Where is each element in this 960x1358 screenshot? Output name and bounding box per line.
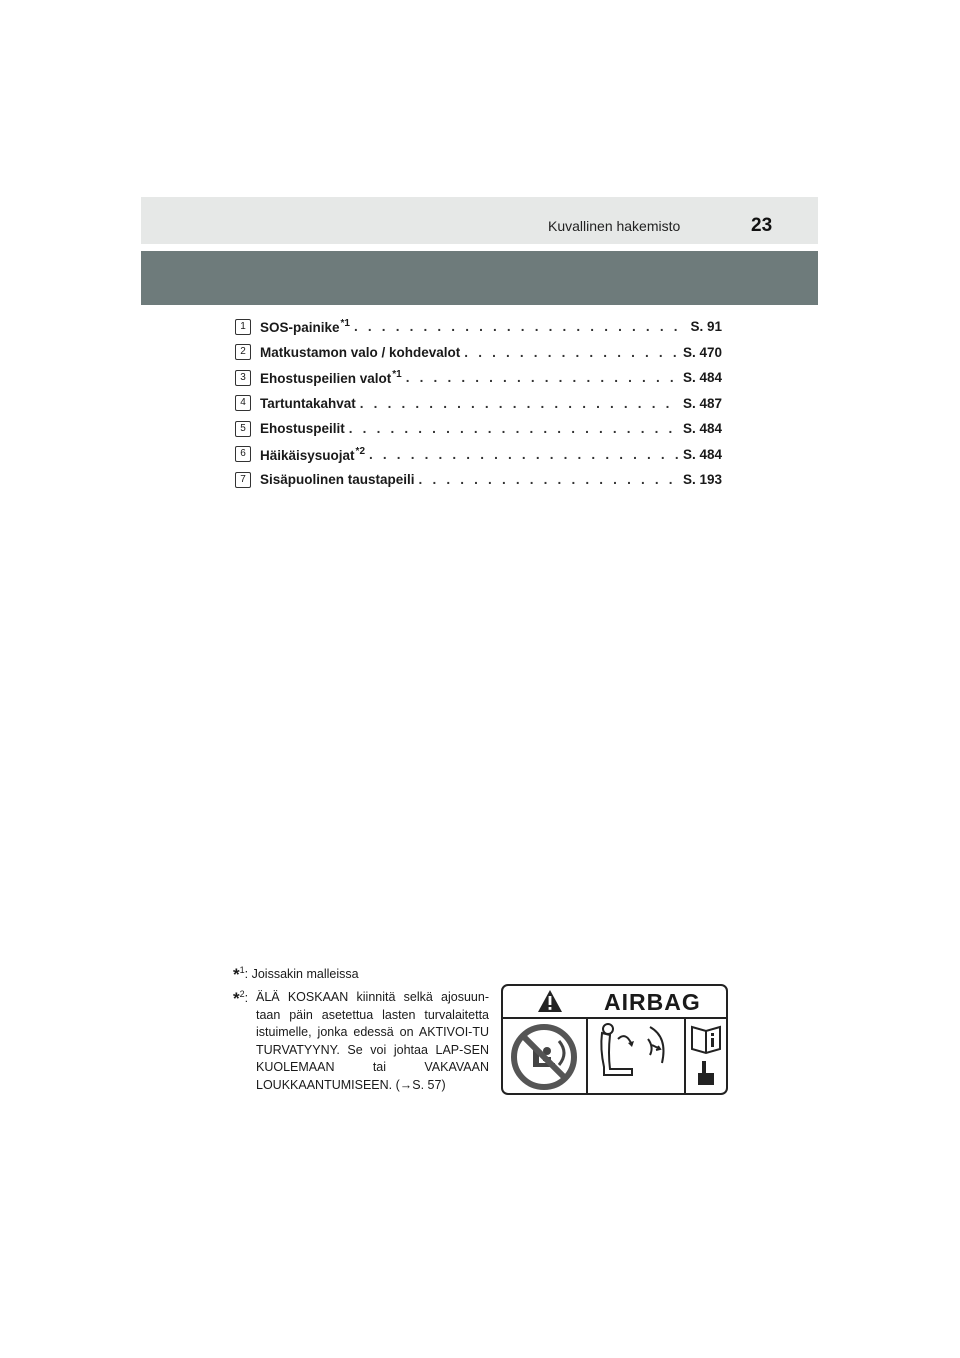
item-number-badge: 2 (235, 344, 251, 360)
item-number-badge: 1 (235, 319, 251, 335)
item-number-badge: 6 (235, 446, 251, 462)
airbag-panel-no-child-seat (503, 1019, 588, 1093)
leader-dots (349, 421, 679, 436)
index-item[interactable] (235, 442, 722, 468)
leader-dots (369, 447, 679, 462)
item-page-ref[interactable]: S. 484 (682, 421, 722, 437)
leader-dots (419, 472, 679, 487)
footnote-marker: *2 (355, 445, 365, 457)
leader-dots (354, 319, 686, 334)
leader-dots (464, 345, 679, 360)
item-label: Ehostuspeilit (260, 421, 345, 437)
no-rear-facing-child-seat-icon (503, 1019, 586, 1095)
footnote-2-marker: *$^2$: (233, 989, 249, 1008)
index-item[interactable] (235, 416, 722, 442)
item-page-ref[interactable]: S. 91 (690, 319, 722, 335)
item-page-ref[interactable]: S. 484 (682, 446, 722, 462)
page-number: 23 (751, 215, 773, 236)
section-bar (141, 251, 818, 305)
warning-triangle-icon (537, 989, 563, 1013)
index-item[interactable] (235, 391, 722, 417)
airbag-label-header (503, 986, 726, 1019)
index-item[interactable] (235, 365, 722, 391)
item-label: SOS-painike$^{*1}$ (260, 318, 350, 336)
airbag-title: AIRBAG (604, 989, 701, 1015)
item-page-ref[interactable]: S. 470 (682, 344, 722, 360)
item-label: Sisäpuolinen taustapeili (260, 472, 415, 488)
item-page-ref[interactable]: S. 193 (682, 472, 722, 488)
read-manual-icon (686, 1019, 726, 1095)
seat-airbag-deploy-icon (588, 1019, 684, 1095)
header-bar (141, 197, 818, 244)
index-list (235, 314, 722, 493)
index-item[interactable] (235, 314, 722, 340)
header-title: Kuvallinen hakemisto (548, 218, 681, 234)
footnote-1: *$^1$: Joissakin malleissa (233, 965, 359, 984)
item-number-badge: 7 (235, 472, 251, 488)
item-number-badge: 5 (235, 421, 251, 437)
item-page-ref[interactable]: S. 484 (682, 370, 722, 386)
footnote-marker: *1 (392, 369, 402, 381)
airbag-panel-manual (686, 1019, 726, 1093)
item-number-badge: 4 (235, 395, 251, 411)
item-page-ref[interactable]: S. 487 (682, 395, 722, 411)
item-number-badge: 3 (235, 370, 251, 386)
leader-dots (360, 396, 679, 411)
leader-dots (406, 370, 679, 385)
footnote-2-text: ÄLÄ KOSKAAN kiinnitä selkä ajosuun-taan päin asetettua lasten turvalaitetta istuimelle, jonka edessä on AKTIVOI-TU TURVATYYNY. Se voi johtaa LAP-SEN KUOLEMAAN tai VAKAVAAN LOUKKAANTUMISEEN. (→S. 57) (256, 990, 489, 1092)
item-label: Häikäisysuojat$^{*2}$ (260, 445, 365, 463)
item-label: Matkustamon valo / kohdevalot (260, 344, 461, 360)
airbag-warning-label (501, 984, 728, 1095)
footnote-marker: *1 (340, 318, 350, 330)
index-item[interactable] (235, 467, 722, 493)
airbag-panel-seat (588, 1019, 686, 1093)
item-label: Tartuntakahvat (260, 395, 356, 411)
item-label: Ehostuspeilien valot$^{*1}$ (260, 369, 402, 387)
index-item[interactable] (235, 340, 722, 366)
